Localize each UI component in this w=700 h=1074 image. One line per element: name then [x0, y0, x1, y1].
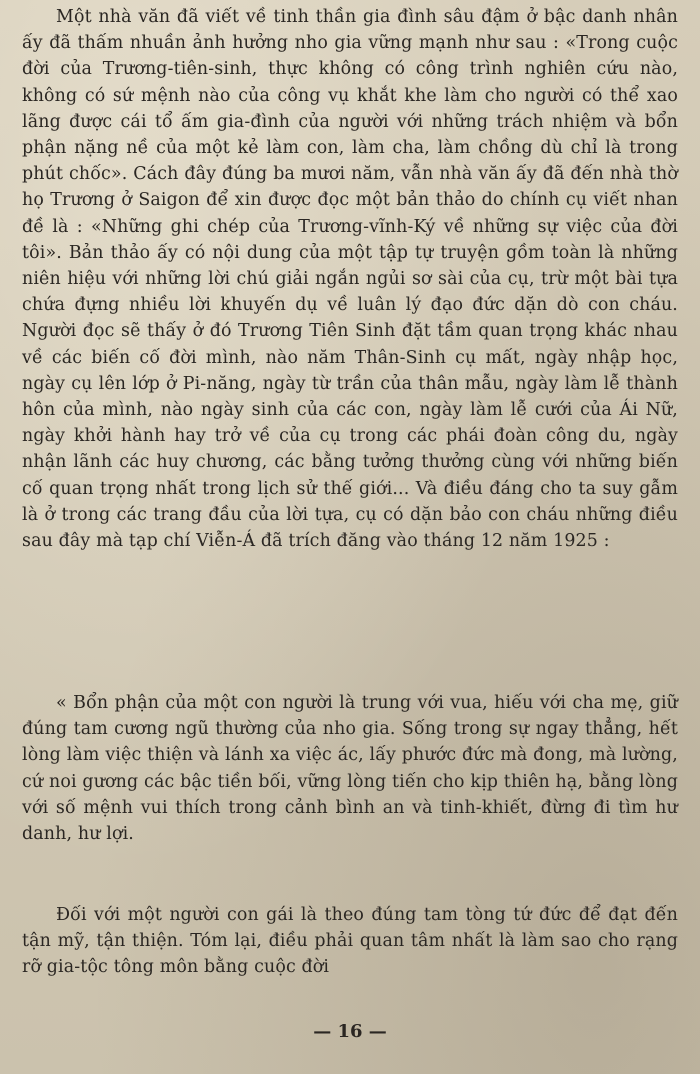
paragraph-biography [22, 4, 678, 554]
paragraph-text: « Bổn phận của một con người là trung với vua, hiếu với cha mẹ, giữ đúng tam cương ngũ thường của nho gia. Sống trong sự ngay thẳng, hết lòng làm việc thiện và lánh xa việc ác, lấy phước đức mà đong, mà lường, cứ noi gương các bậc tiền bối, vững lòng tiến cho kịp thiên hạ, bằng lòng với số mệnh vui thích trong cảnh bình an và tinh-khiết, đừng đi tìm hư danh, hư lợi. [22, 693, 678, 845]
paragraph-text: Đối với một người con gái là theo đúng tam tòng tứ đức để đạt đến tận mỹ, tận thiện. Tóm lại, điều phải quan tâm nhất là làm sao cho rạng rỡ gia-tộc tông môn bằng cuộc đời [22, 905, 678, 978]
paragraph-daughter-duties [22, 902, 678, 981]
paragraph-quote-duties [22, 690, 678, 847]
paragraph-text: Một nhà văn đã viết về tinh thần gia đình sâu đậm ở bậc danh nhân ấy đã thấm nhuần ảnh hưởng nho gia vững mạnh như sau : «Trong cuộc đời của Trương-tiên-sinh, thực không có công trình nghiên cứu nào, không có sứ mệnh nào của công vụ khắt khe làm cho người có thể xao lãng được cái tổ ấm gia-đình của người với những trách nhiệm và bổn phận nặng nề của một kẻ làm con, làm cha, làm chồng dù chỉ là trong phút chốc». Cách đây đúng ba mươi năm, vẫn nhà văn ấy đã đến nhà thờ họ Trương ở Saigon để xin được đọc một bản thảo do chính cụ viết nhan đề là : «Những ghi chép của Trương-vĩnh-Ký về những sự việc của đời tôi». Bản thảo ấy có nội dung của một tập tự truyện gồm toàn là những niên hiệu với những lời chú giải ngắn ngủi sơ sài của cụ, trừ một bài tựa chứa đựng nhiều lời khuyến dụ về luân lý đạo đức dặn dò con cháu. Người đọc sẽ thấy ở đó Trương Tiên Sinh đặt tầm quan trọng khác nhau về các biến cố đời mình, nào năm Thân-Sinh cụ mất, ngày nhập học, ngày cụ lên lớp ở Pi-năng, ngày từ trần của thân mẫu, ngày làm lễ thành hôn của mình, nào ngày sinh của các con, ngày làm lễ cưới của Ái Nữ, ngày khởi hành hay trở về của cụ trong các phái đoàn công du, ngày nhận lãnh các huy chương, các bằng tưởng thưởng cùng với những biến cố quan trọng nhất trong lịch sử thế giới... Và điều đáng cho ta suy gẫm là ở trong các trang đầu của lời tựa, cụ có dặn bảo con cháu những điều sau đây mà tạp chí Viễn-Á đã trích đăng vào tháng 12 năm 1925 : [22, 7, 678, 552]
page-number: — 16 — [313, 1021, 387, 1042]
